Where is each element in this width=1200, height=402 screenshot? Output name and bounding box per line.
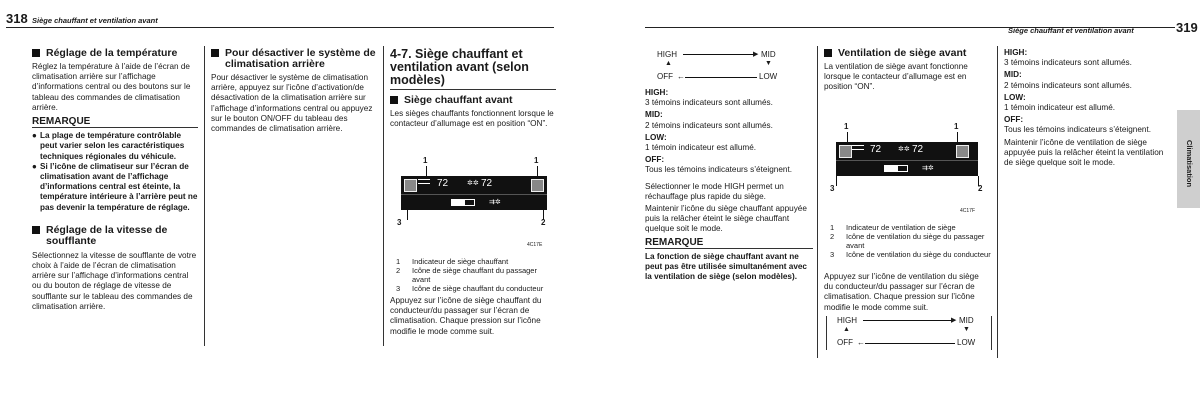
callout-2: 2 (978, 184, 983, 193)
bullet-item: ● La plage de température contrôlable peut varier selon les caractéristiques techniques régionales du véhicule. (32, 131, 185, 161)
caption-item: 3 Icône de ventilation du siège du conducteur (830, 250, 991, 259)
fan-icon: ✲✲ (898, 146, 910, 153)
page-number-right: 319 (1176, 20, 1198, 35)
paragraph: Sélectionner le mode HIGH permet un réchauffage plus rapide du siège. (645, 181, 784, 201)
level-desc: 3 témoins indicateurs sont allumés. (1004, 58, 1132, 68)
caption-item: 2 Icône de siège chauffant du passager avant (396, 266, 537, 284)
level-key: MID: (645, 110, 663, 120)
running-header-right: Siège chauffant et ventilation avant (1008, 26, 1134, 35)
seat-ventilation-figure (828, 120, 988, 215)
caption-item: 3 Icône de siège chauffant du conducteur (396, 284, 544, 293)
vent-indicator-bars (852, 145, 864, 150)
callout-1: 1 (954, 122, 959, 131)
temperature-right: 72 (481, 178, 493, 189)
figure-code: 4C17F (960, 208, 976, 214)
passenger-seat-icon (531, 179, 544, 192)
level-desc: 2 témoins indicateurs sont allumés. (1004, 80, 1132, 90)
left-column-2 (211, 48, 377, 136)
callout-3: 3 (830, 184, 835, 193)
paragraph: La ventilation de siège avant fonctionne lorsque le contacteur d’allumage est en position “ON”. (824, 62, 968, 92)
caption-item: 1 Indicateur de siège chauffant (396, 257, 509, 266)
figure-captions-left (396, 257, 556, 293)
callout-1: 1 (534, 156, 539, 165)
driver-vent-seat-icon (839, 145, 852, 158)
column-divider (204, 46, 205, 346)
column-divider (817, 46, 818, 358)
paragraph: Réglez la température à l’aide de l’écran de climatisation arrière sur l’affichage d’informations central ou des boutons sur le tableau des commandes de climatisation arrière. (32, 62, 191, 112)
chapter-side-tab-label: Climatisation (1185, 140, 1194, 188)
callout-2: 2 (541, 218, 546, 227)
section-title: 4-7. Siège chauffant et ventilation avant (selon modèles) (390, 48, 556, 90)
level-desc: 2 témoins indicateurs sont allumés. (645, 120, 773, 130)
level-key: HIGH: (1004, 48, 1028, 57)
figure-captions-right (830, 223, 992, 259)
remark-title: REMARQUE (32, 117, 198, 128)
paragraph: Maintenir l’icône du siège chauffant appuyée puis la relâcher éteint le siège chauffant quelque soit le mode. (645, 204, 807, 234)
level-key: OFF: (1004, 115, 1024, 125)
level-key: HIGH: (645, 88, 669, 97)
paragraph: Les sièges chauffants fonctionnent lorsque le contacteur d’allumage est en position “ON”. (390, 109, 554, 129)
paragraph: Sélectionnez la vitesse de soufflante de votre choix à l’aide de l’écran de climatisation arrière sur l’affichage d’informations central ou du bouton de réglage de vitesse de soufflante sur le tableau des commandes de climatisation arrière. (32, 250, 197, 311)
heading-fan-speed: Réglage de la vitesse de soufflante (32, 225, 198, 247)
heading-seat-ventilation: Ventilation de siège avant (824, 48, 990, 59)
heat-indicator-bars (418, 179, 430, 184)
airflow-icon: ⇉✲ (489, 199, 501, 206)
paragraph: Appuyez sur l’icône de siège chauffant du conducteur/du passager sur l’écran de climatisation. Chaque pression sur l’icône modifie le mode comme suit. (390, 296, 542, 336)
remark-title: REMARQUE (645, 238, 813, 249)
column-divider (383, 46, 384, 346)
heading-disable-rear-ac: Pour désactiver le système de climatisation arrière (211, 48, 377, 70)
header-rule-left (6, 27, 554, 28)
climate-display-panel (836, 142, 978, 176)
level-key: OFF: (645, 155, 665, 165)
fan-icon: ✲✲ (467, 180, 479, 187)
heading-heated-seat: Siège chauffant avant (390, 95, 556, 106)
passenger-vent-seat-icon (956, 145, 969, 158)
callout-1: 1 (844, 122, 849, 131)
callout-3: 3 (397, 218, 402, 227)
level-desc: 1 témoin indicateur est allumé. (645, 143, 757, 153)
left-column-3 (390, 48, 556, 131)
mode-cycle-diagram: HIGH ▶ MID ▲ ▼ OFF ← LOW (657, 50, 778, 81)
bullet-item: ● Si l’icône de climatiseur sur l’écran de climatisation avant de l’affichage d’informations central est éteinte, la température intérieure à l’arrière peut ne pas devenir la température de réglage. (32, 161, 198, 212)
left-column-1 (32, 48, 198, 314)
airflow-icon: ⇉✲ (922, 165, 934, 172)
caption-item: 1 Indicateur de ventilation de siège (830, 223, 956, 232)
right-column-3 (1004, 48, 1172, 170)
mode-cycle-diagram: HIGH ▶ MID ▲ ▼ OFF ← LOW (826, 316, 992, 350)
temperature-left: 72 (870, 144, 882, 155)
right-column-2 (824, 48, 990, 95)
level-desc: Tous les témoins indicateurs s’éteignent. (1004, 125, 1151, 135)
temperature-left: 72 (437, 178, 449, 189)
page-number-left: 318 (6, 11, 28, 26)
heated-seat-figure (397, 154, 553, 249)
caption-item: 2 Icône de ventilation du siège du passager avant (830, 232, 985, 250)
heading-temperature: Réglage de la température (32, 48, 198, 59)
level-desc: 1 témoin indicateur est allumé. (1004, 103, 1116, 113)
paragraph: Appuyez sur l’icône de ventilation du siège du conducteur/du passager sur l’écran de climatisation. Chaque pression sur l’icône modifie le mode comme suit. (824, 272, 979, 312)
temperature-right: 72 (912, 144, 924, 155)
level-key: LOW: (1004, 92, 1026, 102)
paragraph: Maintenir l’icône de ventilation de siège appuyée puis la relâcher éteint la ventilation de siège quelque soit le mode. (1004, 137, 1164, 168)
callout-1: 1 (423, 156, 428, 165)
remark-text: La fonction de siège chauffant avant ne peut pas être utilisée simultanément avec la ventilation de siège (selon modèles). (645, 251, 807, 282)
level-desc: Tous les témoins indicateurs s’éteignent. (645, 165, 792, 175)
right-column-1 (645, 88, 813, 284)
figure-code: 4C17E (527, 242, 543, 248)
climate-display-panel (401, 176, 547, 210)
running-header-left: Siège chauffant et ventilation avant (32, 16, 158, 25)
driver-seat-icon (404, 179, 417, 192)
column-divider (997, 46, 998, 358)
level-key: MID: (1004, 70, 1022, 80)
paragraph: Pour désactiver le système de climatisation arrière, appuyez sur l’icône d’activation/de désactivation de la climatisation arrière sur l’affichage d’informations central ou appuyez sur le bouton ON/OFF du tableau des commandes de climatisation arrière. (211, 73, 373, 134)
level-desc: 3 témoins indicateurs sont allumés. (645, 98, 773, 108)
level-key: LOW: (645, 132, 667, 142)
